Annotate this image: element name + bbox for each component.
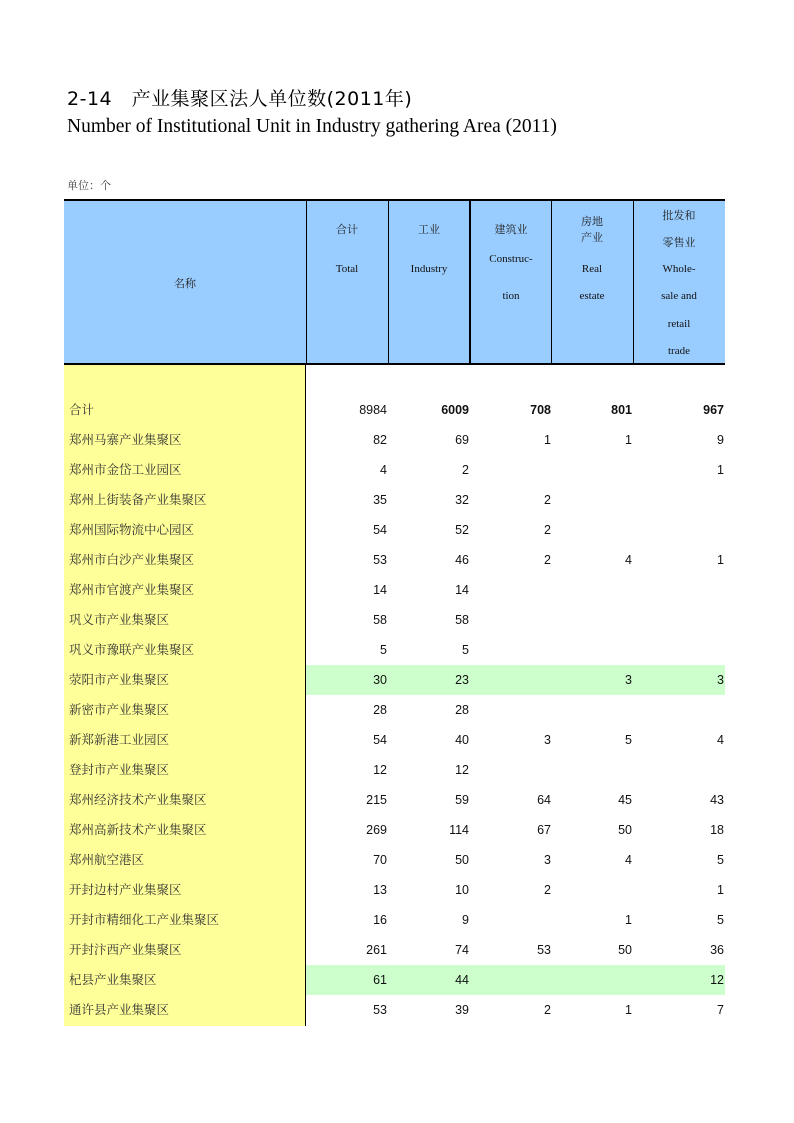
cell-total: 215: [366, 793, 387, 807]
cell-realestate: 5: [625, 733, 632, 747]
cell-trade: 1: [717, 883, 724, 897]
table-row: [64, 545, 725, 575]
row-highlight: [306, 665, 725, 695]
header-total-cn: 合计: [336, 223, 358, 236]
cell-realestate: 4: [625, 853, 632, 867]
cell-realestate: 4: [625, 553, 632, 567]
table-title-chinese: 2-14 产业集聚区法人单位数(2011年): [67, 88, 413, 110]
cell-construction: 64: [537, 793, 551, 807]
cell-realestate: 50: [618, 943, 632, 957]
cell-total: 70: [373, 853, 387, 867]
cell-realestate: 1: [625, 1003, 632, 1017]
table-row: [64, 515, 725, 545]
table-row: [64, 905, 725, 935]
cell-realestate: 50: [618, 823, 632, 837]
cell-total: 58: [373, 613, 387, 627]
table-row: [64, 485, 725, 515]
row-name: 荥阳市产业集聚区: [69, 672, 170, 687]
row-name: 杞县产业集聚区: [69, 972, 157, 987]
cell-trade: 12: [710, 973, 724, 987]
cell-industry: 39: [455, 1003, 469, 1017]
cell-total: 61: [373, 973, 387, 987]
table-row: [64, 605, 725, 635]
header-construction: [470, 201, 552, 363]
cell-industry: 23: [455, 673, 469, 687]
cell-construction: 2: [544, 883, 551, 897]
cell-trade: 967: [703, 403, 724, 417]
cell-realestate: 1: [625, 913, 632, 927]
cell-total: 53: [373, 1003, 387, 1017]
cell-industry: 2: [462, 463, 469, 477]
row-name: 郑州市白沙产业集聚区: [69, 552, 195, 567]
unit-label: 单位：个: [67, 179, 111, 192]
cell-trade: 5: [717, 913, 724, 927]
table-row: [64, 455, 725, 485]
header-realestate-en2: estate: [579, 290, 605, 302]
cell-industry: 50: [455, 853, 469, 867]
cell-construction: 53: [537, 943, 551, 957]
cell-realestate: 1: [625, 433, 632, 447]
row-name: 新郑新港工业园区: [69, 732, 170, 747]
table-title-english: Number of Institutional Unit in Industry gathering Area (2011): [67, 116, 557, 137]
row-name: 巩义市豫联产业集聚区: [69, 642, 195, 657]
header-trade-cn1: 批发和: [662, 209, 696, 222]
row-name: 郑州航空港区: [69, 852, 145, 867]
cell-industry: 32: [455, 493, 469, 507]
cell-total: 5: [380, 643, 387, 657]
cell-construction: 67: [537, 823, 551, 837]
cell-total: 4: [380, 463, 387, 477]
cell-total: 269: [366, 823, 387, 837]
cell-industry: 9: [462, 913, 469, 927]
cell-industry: 12: [455, 763, 469, 777]
header-name: [64, 201, 306, 363]
header-realestate-en1: Real: [581, 263, 603, 275]
header-trade-en3: retail: [667, 318, 691, 330]
table-row: [64, 725, 725, 755]
header-total: [306, 201, 388, 363]
row-name: 登封市产业集聚区: [69, 762, 170, 777]
cell-total: 261: [366, 943, 387, 957]
row-name: 郑州马寨产业集聚区: [69, 432, 182, 447]
cell-trade: 1: [717, 553, 724, 567]
row-name: 巩义市产业集聚区: [69, 612, 170, 627]
header-realestate: [551, 201, 633, 363]
cell-industry: 58: [455, 613, 469, 627]
row-name: 合计: [69, 402, 95, 417]
cell-industry: 69: [455, 433, 469, 447]
cell-industry: 46: [455, 553, 469, 567]
cell-trade: 3: [717, 673, 724, 687]
cell-total: 16: [373, 913, 387, 927]
cell-industry: 59: [455, 793, 469, 807]
cell-construction: 2: [544, 493, 551, 507]
row-name: 郑州市金岱工业园区: [69, 462, 182, 477]
table-row: [64, 695, 725, 725]
cell-construction: 3: [544, 853, 551, 867]
row-name: 通许县产业集聚区: [69, 1002, 170, 1017]
cell-construction: 2: [544, 523, 551, 537]
header-industry: [388, 201, 470, 363]
header-construction-en1: Construc-: [489, 253, 533, 265]
cell-industry: 74: [455, 943, 469, 957]
row-name: 新密市产业集聚区: [69, 702, 170, 717]
header-realestate-cn1: 房地: [581, 215, 603, 228]
cell-industry: 5: [462, 643, 469, 657]
cell-total: 12: [373, 763, 387, 777]
header-trade-en2: sale and: [661, 290, 697, 302]
header-construction-en2: tion: [502, 290, 520, 302]
cell-total: 30: [373, 673, 387, 687]
header-trade: [633, 201, 725, 363]
header-industry-en: Industry: [410, 263, 448, 275]
row-name: 郑州高新技术产业集聚区: [69, 822, 207, 837]
cell-total: 53: [373, 553, 387, 567]
cell-construction: 708: [530, 403, 551, 417]
cell-construction: 3: [544, 733, 551, 747]
cell-total: 54: [373, 523, 387, 537]
table-row: [64, 785, 725, 815]
row-highlight: [306, 965, 725, 995]
table-header: [64, 199, 725, 365]
header-name-label: 名称: [174, 277, 196, 290]
cell-trade: 9: [717, 433, 724, 447]
cell-industry: 52: [455, 523, 469, 537]
cell-realestate: 45: [618, 793, 632, 807]
cell-industry: 44: [455, 973, 469, 987]
cell-construction: 2: [544, 1003, 551, 1017]
cell-industry: 114: [449, 823, 469, 837]
table-row: [64, 665, 725, 695]
row-name: 开封市精细化工产业集聚区: [69, 912, 220, 927]
cell-trade: 36: [710, 943, 724, 957]
cell-industry: 14: [455, 583, 469, 597]
header-trade-en4: trade: [668, 345, 690, 357]
header-industry-cn: 工业: [418, 223, 440, 236]
cell-total: 8984: [359, 403, 387, 417]
header-total-en: Total: [335, 263, 359, 275]
cell-industry: 28: [455, 703, 469, 717]
cell-total: 54: [373, 733, 387, 747]
header-realestate-cn2: 产业: [581, 231, 603, 244]
row-name: 开封汴西产业集聚区: [69, 942, 182, 957]
table-row: [64, 845, 725, 875]
cell-trade: 5: [717, 853, 724, 867]
cell-realestate: 3: [625, 673, 632, 687]
row-name: 开封边村产业集聚区: [69, 882, 182, 897]
cell-industry: 10: [455, 883, 469, 897]
cell-total: 28: [373, 703, 387, 717]
cell-trade: 43: [710, 793, 724, 807]
row-name: 郑州上街装备产业集聚区: [69, 492, 207, 507]
cell-total: 35: [373, 493, 387, 507]
cell-construction: 2: [544, 553, 551, 567]
cell-trade: 4: [717, 733, 724, 747]
row-name: 郑州国际物流中心园区: [69, 522, 195, 537]
cell-total: 13: [373, 883, 387, 897]
row-name: 郑州市官渡产业集聚区: [69, 582, 195, 597]
cell-trade: 18: [710, 823, 724, 837]
table-row: [64, 995, 725, 1025]
table-row: [64, 815, 725, 845]
cell-industry: 40: [455, 733, 469, 747]
table-row: [64, 875, 725, 905]
table-row: [64, 965, 725, 995]
cell-industry: 6009: [441, 403, 469, 417]
header-trade-cn2: 零售业: [662, 236, 696, 249]
row-name: 郑州经济技术产业集聚区: [69, 792, 207, 807]
cell-total: 14: [373, 583, 387, 597]
table-row: [64, 635, 725, 665]
cell-trade: 1: [717, 463, 724, 477]
cell-construction: 1: [544, 433, 551, 447]
table-total-row: [64, 395, 725, 425]
table-row: [64, 425, 725, 455]
header-construction-cn: 建筑业: [494, 223, 528, 236]
cell-realestate: 801: [611, 403, 632, 417]
cell-trade: 7: [717, 1003, 724, 1017]
table-row: [64, 935, 725, 965]
header-trade-en1: Whole-: [662, 263, 696, 275]
table-row: [64, 755, 725, 785]
cell-total: 82: [373, 433, 387, 447]
table-row: [64, 575, 725, 605]
